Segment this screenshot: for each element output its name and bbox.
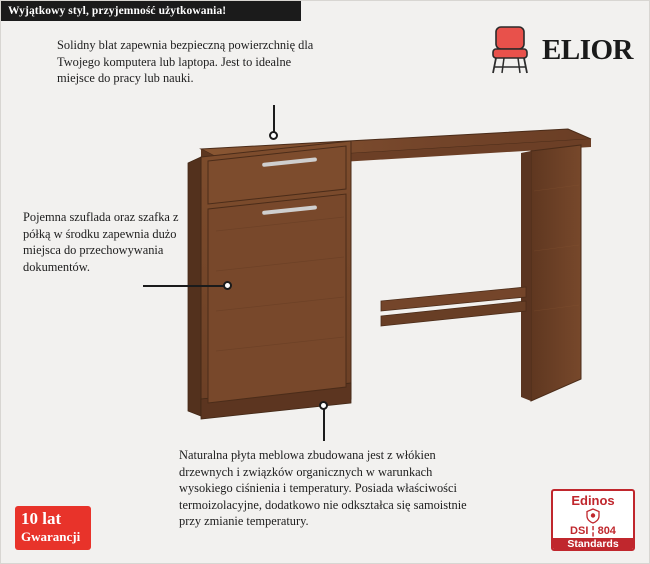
chair-icon xyxy=(484,23,536,77)
callout-dot-left xyxy=(223,281,232,290)
guarantee-label: Gwarancji xyxy=(21,529,81,544)
certificate-standards: Standards xyxy=(553,538,633,551)
callout-dot-top xyxy=(269,131,278,140)
certificate-badge xyxy=(551,489,635,551)
brand-logo xyxy=(484,23,633,77)
callout-text-top: Solidny blat zapewnia bezpieczną powierzchnię dla Twojego komputera lub laptopa. Jest to idealne miejsce do pracy lub nauki. xyxy=(57,38,314,85)
product-image xyxy=(176,111,596,421)
top-banner: Wyjątkowy styl, przyjemność użytkowania! xyxy=(1,1,301,21)
leader-line-bottom-vertical xyxy=(323,409,325,441)
certificate-code: DSI ¦ 804 xyxy=(570,525,616,537)
shield-icon xyxy=(553,508,633,525)
certificate-title: Edinos xyxy=(571,493,615,508)
guarantee-badge xyxy=(15,506,91,550)
brand-name: ELIOR xyxy=(542,33,633,66)
leader-line-left xyxy=(143,285,229,287)
callout-text-left: Pojemna szuflada oraz szafka z półką w środku zapewnia dużo miejsca do przechowywania dokumentów. xyxy=(23,210,179,274)
callout-dot-bottom xyxy=(319,401,328,410)
guarantee-years: 10 lat xyxy=(21,509,62,528)
callout-text-bottom: Naturalna płyta meblowa zbudowana jest z włókien drzewnych i związków organicznych w warunkach wysokiego ciśnienia i temperatury. Posiada właściwości termoizolacyjne, dodatkowo nie odkształca się samoistnie przy zmianie temperatury. xyxy=(179,448,467,528)
